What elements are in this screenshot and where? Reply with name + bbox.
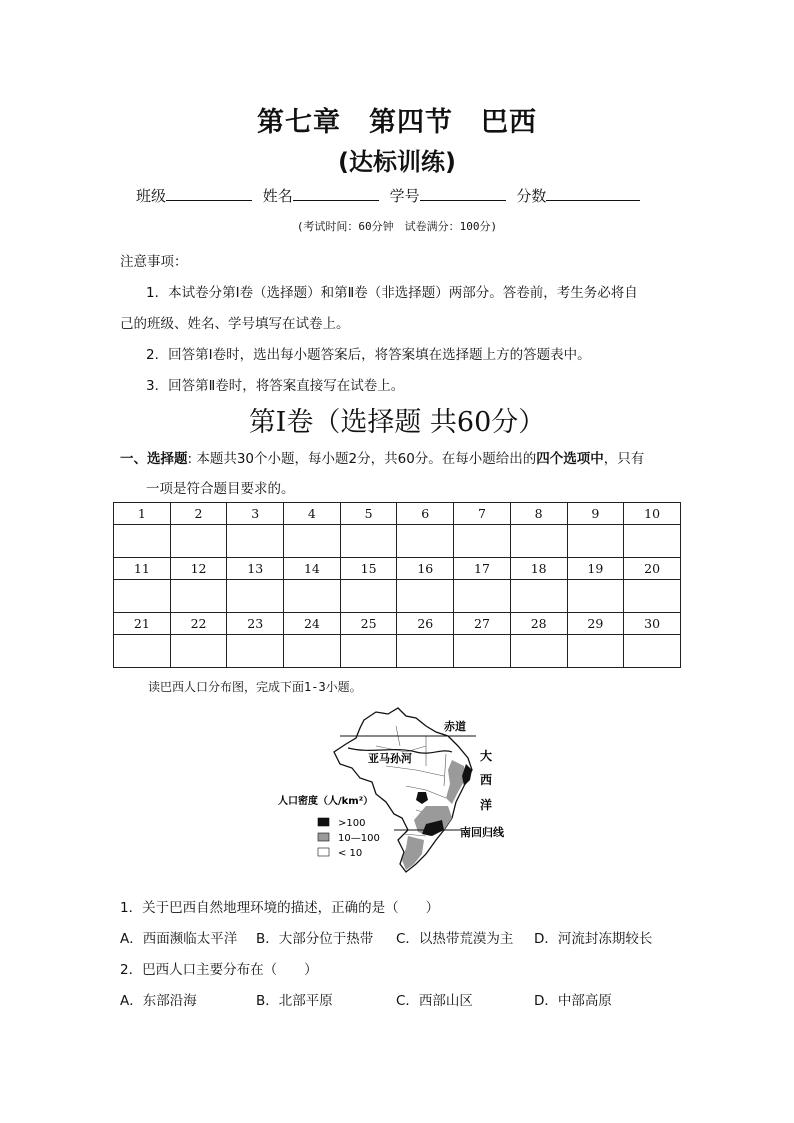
question-2-option-a[interactable]: A．东部沿海 <box>120 993 197 1009</box>
answer-number: 8 <box>510 503 567 525</box>
answer-input-row <box>114 525 681 558</box>
tropic-label: 南回归线 <box>460 826 504 839</box>
ocean-label-2: 西 <box>480 773 493 787</box>
legend-swatch-low <box>318 848 329 856</box>
answer-number-row <box>114 558 681 580</box>
brazil-population-map <box>276 706 516 876</box>
student-info-row <box>136 185 640 206</box>
id-label: 学号 <box>389 187 420 205</box>
instr-mid1: : 本题共30个小题，每小题2分，共60分。在每小题给出的 <box>187 451 537 467</box>
legend-low-label: < 10 <box>338 848 363 859</box>
answer-cell[interactable] <box>284 525 341 558</box>
notice-item-3: 3．回答第Ⅱ卷时，将答案直接写在试卷上。 <box>146 378 405 394</box>
answer-cell[interactable] <box>114 635 171 668</box>
answer-number: 3 <box>227 503 284 525</box>
answer-number: 16 <box>397 558 454 580</box>
answer-cell[interactable] <box>624 580 681 613</box>
answer-cell[interactable] <box>284 580 341 613</box>
page-title: 第七章 第四节 巴西 <box>257 107 537 138</box>
name-field[interactable] <box>293 186 379 201</box>
notice-item-1-line-2: 己的班级、姓名、学号填写在试卷上。 <box>120 316 350 332</box>
answer-number-row <box>114 503 681 525</box>
question-2-option-d[interactable]: D．中部高原 <box>534 993 612 1009</box>
legend-title: 人口密度（人/km²） <box>278 796 374 807</box>
answer-input-row <box>114 635 681 668</box>
name-label: 姓名 <box>262 187 293 205</box>
notice-heading: 注意事项： <box>120 254 188 270</box>
answer-cell[interactable] <box>624 635 681 668</box>
score-field[interactable] <box>546 186 640 201</box>
choice-instructions-line-2: 一项是符合题目要求的。 <box>146 481 295 497</box>
choice-instructions-line-1 <box>120 447 644 467</box>
score-label: 分数 <box>516 187 547 205</box>
question-1-option-d[interactable]: D．河流封冻期较长 <box>534 931 653 947</box>
answer-number: 5 <box>340 503 397 525</box>
answer-cell[interactable] <box>397 635 454 668</box>
answer-cell[interactable] <box>510 580 567 613</box>
answer-cell[interactable] <box>340 525 397 558</box>
answer-number: 9 <box>567 503 624 525</box>
answer-number: 25 <box>340 613 397 635</box>
question-1: 1．关于巴西自然地理环境的描述，正确的是（ ） <box>120 900 440 916</box>
answer-cell[interactable] <box>114 580 171 613</box>
answer-cell[interactable] <box>227 580 284 613</box>
amazon-label: 亚马孙河 <box>368 752 412 765</box>
answer-number: 24 <box>284 613 341 635</box>
instr-prefix: 一、选择题 <box>120 451 188 467</box>
answer-number: 20 <box>624 558 681 580</box>
answer-number: 17 <box>454 558 511 580</box>
ocean-label-1: 大 <box>480 749 493 763</box>
answer-cell[interactable] <box>114 525 171 558</box>
answer-input-row <box>114 580 681 613</box>
answer-cell[interactable] <box>397 580 454 613</box>
ocean-label-3: 洋 <box>480 798 493 812</box>
answer-number: 30 <box>624 613 681 635</box>
question-2-option-c[interactable]: C．西部山区 <box>396 993 473 1009</box>
notice-item-2: 2．回答第Ⅰ卷时，选出每小题答案后，将答案填在选择题上方的答题表中。 <box>146 347 591 363</box>
question-2-option-b[interactable]: B．北部平原 <box>256 993 333 1009</box>
answer-number: 15 <box>340 558 397 580</box>
answer-cell[interactable] <box>170 635 227 668</box>
legend-swatch-mid <box>318 833 329 841</box>
class-label: 班级 <box>136 187 167 205</box>
answer-table <box>113 502 681 668</box>
answer-cell[interactable] <box>454 635 511 668</box>
section-title: 第Ⅰ卷（选择题 共60分） <box>248 407 546 438</box>
question-1-option-c[interactable]: C．以热带荒漠为主 <box>396 931 514 947</box>
legend-swatch-high <box>318 818 329 826</box>
answer-cell[interactable] <box>624 525 681 558</box>
answer-cell[interactable] <box>567 580 624 613</box>
answer-number: 14 <box>284 558 341 580</box>
answer-number: 7 <box>454 503 511 525</box>
answer-number: 29 <box>567 613 624 635</box>
answer-number: 10 <box>624 503 681 525</box>
answer-cell[interactable] <box>227 525 284 558</box>
answer-cell[interactable] <box>170 525 227 558</box>
answer-number: 28 <box>510 613 567 635</box>
legend-high-label: >100 <box>338 818 366 829</box>
answer-number: 12 <box>170 558 227 580</box>
answer-number: 2 <box>170 503 227 525</box>
answer-cell[interactable] <box>454 580 511 613</box>
map-prompt: 读巴西人口分布图，完成下面1-3小题。 <box>148 680 362 694</box>
answer-number: 1 <box>114 503 171 525</box>
answer-number: 4 <box>284 503 341 525</box>
answer-cell[interactable] <box>284 635 341 668</box>
answer-number: 26 <box>397 613 454 635</box>
answer-number: 22 <box>170 613 227 635</box>
answer-number: 18 <box>510 558 567 580</box>
class-field[interactable] <box>166 186 252 201</box>
answer-cell[interactable] <box>227 635 284 668</box>
answer-number: 21 <box>114 613 171 635</box>
answer-number: 13 <box>227 558 284 580</box>
answer-cell[interactable] <box>340 580 397 613</box>
answer-cell[interactable] <box>454 525 511 558</box>
answer-cell[interactable] <box>567 635 624 668</box>
answer-number-row <box>114 613 681 635</box>
answer-number: 6 <box>397 503 454 525</box>
answer-cell[interactable] <box>510 525 567 558</box>
answer-cell[interactable] <box>567 525 624 558</box>
question-2: 2．巴西人口主要分布在（ ） <box>120 962 318 978</box>
page-subtitle: (达标训练) <box>338 148 456 176</box>
notice-item-1-line-1: 1．本试卷分第Ⅰ卷（选择题）和第Ⅱ卷（非选择题）两部分。答卷前，考生务必将自 <box>146 285 638 301</box>
answer-cell[interactable] <box>340 635 397 668</box>
answer-number: 19 <box>567 558 624 580</box>
answer-number: 23 <box>227 613 284 635</box>
answer-cell[interactable] <box>510 635 567 668</box>
equator-label: 赤道 <box>444 720 466 733</box>
student-id-field[interactable] <box>420 186 506 201</box>
question-1-option-b[interactable]: B．大部分位于热带 <box>256 931 374 947</box>
question-1-option-a[interactable]: A．西面濒临太平洋 <box>120 931 238 947</box>
answer-number: 27 <box>454 613 511 635</box>
answer-cell[interactable] <box>170 580 227 613</box>
answer-number: 11 <box>114 558 171 580</box>
answer-cell[interactable] <box>397 525 454 558</box>
instr-mid2: ，只有 <box>603 451 645 467</box>
instr-four-options: 四个选项中 <box>536 451 604 467</box>
exam-time-note: (考试时间：60分钟 试卷满分：100分) <box>296 220 498 233</box>
legend-mid-label: 10—100 <box>338 833 380 844</box>
